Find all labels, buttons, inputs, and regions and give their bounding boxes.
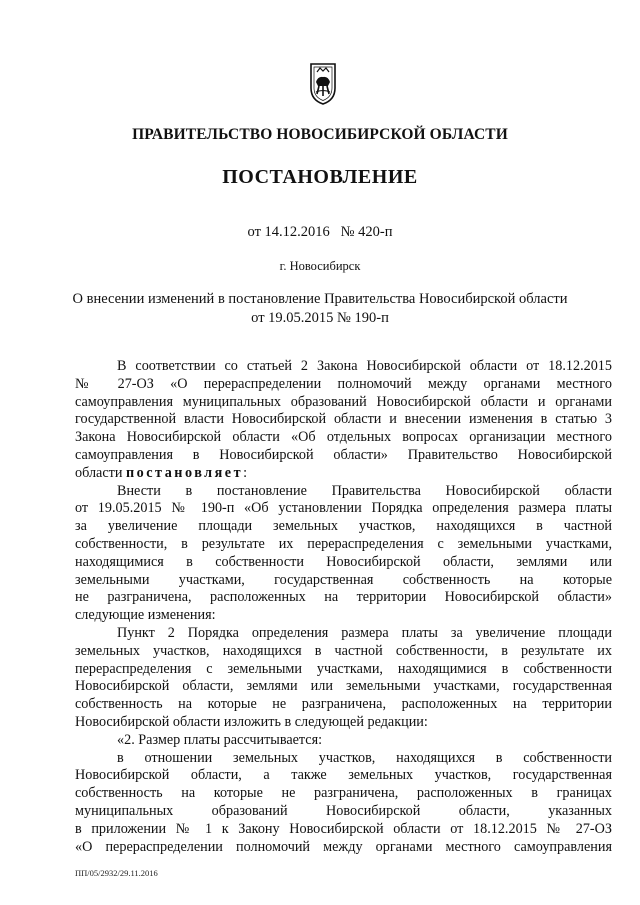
text-line: № 27-ОЗ «О перераспределении полномочий между органами местного (75, 375, 612, 392)
document-date: 14.12.2016 (264, 224, 330, 240)
text-line: Новосибирской области изложить в следующей редакции: (75, 713, 428, 730)
text-line: находящимися в собственности Новосибирской области, землями или (75, 553, 612, 570)
date-prefix: от (247, 224, 261, 240)
paragraph-quote-start (75, 732, 612, 750)
paragraph-amendment (75, 483, 612, 625)
paragraph-preamble (75, 358, 612, 483)
text-line (75, 465, 612, 483)
subject-line: О внесении изменений в постановление Правительства Новосибирской области (72, 291, 568, 307)
text-line: перераспределения с земельными участками, находящимися в собственности (75, 660, 612, 677)
document-body (75, 358, 612, 856)
text-line: Новосибирской области, а также земельных участков, государственная (75, 767, 612, 784)
text-fragment: : (243, 464, 248, 481)
text-line: Пункт 2 Порядка определения размера платы за увеличение площади (117, 624, 612, 641)
paragraph-calculation (75, 750, 612, 857)
text-line: муниципальных образований Новосибирской области, указанных (75, 802, 612, 819)
text-line: собственности, в результате их перераспределения с земельными участками, (75, 535, 612, 552)
text-line: собственность на которые не разграничена, расположенных на территории (75, 696, 612, 713)
text-line: от 19.05.2015 № 190-п «Об установлении Порядка определения размера платы (75, 500, 612, 517)
text-line: В соответствии со статьей 2 Закона Новосибирской области от 18.12.2015 (117, 358, 612, 374)
footer-code: ПП/05/2932/29.11.2016 (75, 868, 158, 878)
text-line: Внести в постановление Правительства Новосибирской области (117, 482, 612, 499)
text-line: следующие изменения: (75, 607, 216, 624)
text-line: Закона Новосибирской области «Об отдельных вопросах организации местного (75, 429, 612, 446)
city: г. Новосибирск (279, 259, 361, 273)
document-number: 420-п (358, 224, 393, 240)
text-line: самоуправления в Новосибирской области» Правительство Новосибирской (75, 446, 612, 463)
document-type: ПОСТАНОВЛЕНИЕ (222, 166, 418, 188)
text-line: в приложении № 1 к Закону Новосибирской области от 18.12.2015 № 27-ОЗ (75, 820, 612, 837)
number-prefix: № (340, 224, 355, 240)
text-line: самоуправления муниципальных образований Новосибирской области и органами (75, 393, 612, 410)
text-line: не разграничена, расположенных на территории Новосибирской области» (75, 589, 612, 606)
coat-of-arms-icon (308, 62, 338, 106)
paragraph-clause (75, 625, 612, 732)
text-line: Новосибирской области, землями или земельными участками, государственная (75, 678, 612, 695)
document-subject (0, 290, 640, 328)
text-line: собственность на которые не разграничена, расположенных в границах (75, 785, 612, 802)
text-line: «О перераспределении полномочий между органами местного самоуправления (75, 838, 612, 855)
date-number-line (0, 224, 640, 241)
text-line: за увеличение площади земельных участков, находящихся в частной (75, 518, 612, 535)
organization-title: ПРАВИТЕЛЬСТВО НОВОСИБИРСКОЙ ОБЛАСТИ (132, 126, 508, 143)
text-line: в отношении земельных участков, находящихся в собственности (117, 749, 612, 766)
text-line: земельными участками, государственная собственность на которые (75, 571, 612, 588)
text-line: государственной власти Новосибирской области и внесении изменения в статью 3 (75, 411, 612, 428)
subject-line: от 19.05.2015 № 190-п (251, 310, 389, 326)
text-line: земельных участков, находящихся в частной собственности, в результате их (75, 642, 612, 659)
text-fragment: области (75, 464, 126, 481)
text-line: «2. Размер платы рассчитывается: (117, 731, 323, 748)
resolves-word: постановляет (125, 464, 244, 481)
